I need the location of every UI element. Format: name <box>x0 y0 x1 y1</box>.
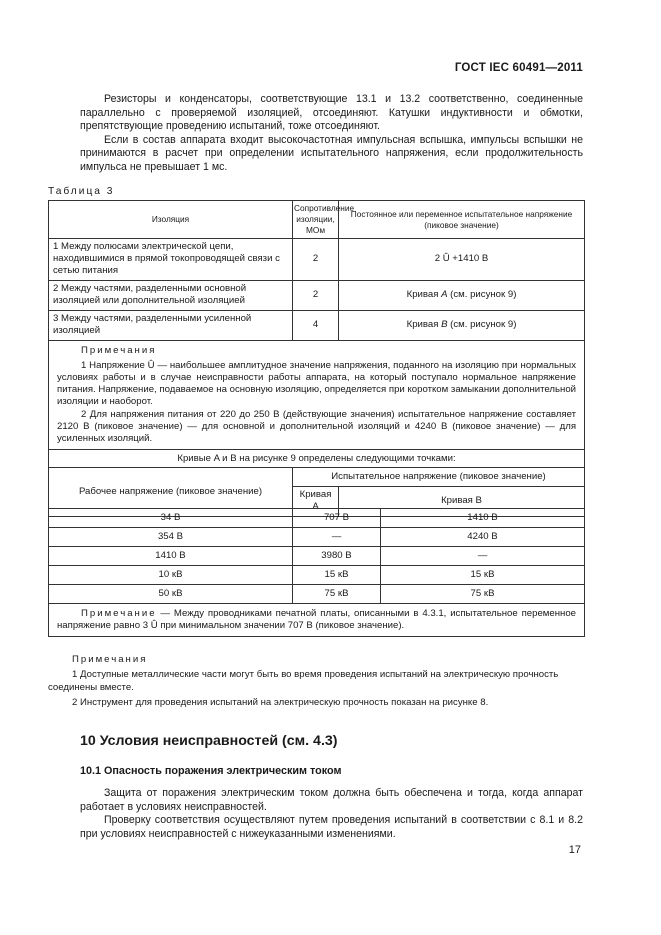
curve-row4-working: 10 кВ <box>49 566 293 585</box>
curve-row3-b: — <box>381 547 585 566</box>
curve-row1-a: 707 В <box>293 509 381 528</box>
intro-paragraph-2: Если в состав аппарата входит высокочастотная импульсная вспышка, импульсы вспышки не принимаются в расчет при определении испытательного напряжения, если продолжительность импульса не превышает 1 мс. <box>80 133 583 173</box>
page-number: 17 <box>568 844 581 856</box>
header-resistance: Сопротивление изоляции, МОм <box>293 201 339 239</box>
curve-row4-a: 15 кВ <box>293 566 381 585</box>
curve-row5-working: 50 кВ <box>49 585 293 604</box>
curves-header-working-voltage: Рабочее напряжение (пиковое значение) <box>49 468 293 516</box>
curve-row2-b: 4240 В <box>381 528 585 547</box>
note-2: 2 Инструмент для проведения испытаний на электрическую прочность показан на рисунке 8. <box>72 697 489 709</box>
curve-row3-working: 1410 В <box>49 547 293 566</box>
curve-row4-b: 15 кВ <box>381 566 585 585</box>
curve-row5-a: 75 кВ <box>293 585 381 604</box>
curve-row1-b: 1410 В <box>381 509 585 528</box>
curves-title: Кривые A и B на рисунке 9 определены следующими точками: <box>49 450 585 468</box>
section-10-1-paragraph-1: Защита от поражения электрическим током должна быть обеспечена и тогда, когда аппарат работает в условиях неисправностей. <box>80 787 583 813</box>
table-row <box>49 509 585 528</box>
intro-paragraph-1: Резисторы и конденсаторы, соответствующие 13.1 и 13.2 соответственно, соединенные параллельно с проверяемой изоляцией, отсоединяют. Катушки индуктивности и обмотки, препятствующие проведению испытаний, тоже отсоединяют. <box>80 93 583 133</box>
curves-header-curve-a: Кривая A <box>293 487 339 516</box>
table-row <box>49 566 585 585</box>
row2-insulation: 2 Между частями, разделенными основной изоляцией или дополнительной изоляцией <box>49 280 293 310</box>
section-10-1-paragraph-2: Проверку соответствия осуществляют путем проведения испытаний в соответствии с 8.1 и 8.2 при условиях неисправностей с нижеуказанными изменениями. <box>80 814 583 840</box>
table-footnote-text: — Между проводниками печатной платы, описанными в 4.3.1, испытательное переменное напряжение равно 3 Û при минимальном значении 707 В (пиковое значение). <box>57 608 576 632</box>
table-notes <box>49 340 585 450</box>
row1-resistance: 2 <box>293 239 339 281</box>
curves-points-table <box>48 508 585 637</box>
row2-voltage: Кривая A (см. рисунок 9) <box>339 280 585 310</box>
row3-insulation: 3 Между частями, разделенными усиленной изоляцией <box>49 310 293 340</box>
note-1: 1 Доступные металлические части могут быть во время проведения испытаний на электрическую прочность соединены вместе. <box>48 669 559 693</box>
table-notes-heading: Примечания <box>81 344 157 356</box>
row1-voltage: 2 Û +1410 В <box>339 239 585 281</box>
curve-row2-working: 354 В <box>49 528 293 547</box>
curve-row1-working: 34 В <box>49 509 293 528</box>
table-row <box>49 280 585 310</box>
section-10-heading: 10 Условия неисправностей (см. 4.3) <box>80 733 338 749</box>
curve-row2-a: — <box>293 528 381 547</box>
curve-row3-a: 3980 В <box>293 547 381 566</box>
notes-heading: Примечания <box>72 654 148 665</box>
table-row <box>49 310 585 340</box>
curves-header-test-voltage: Испытательное напряжение (пиковое значение) <box>293 468 585 487</box>
table-row <box>49 239 585 281</box>
row2-resistance: 2 <box>293 280 339 310</box>
table-footnote <box>49 604 585 637</box>
table-caption: Таблица 3 <box>48 186 115 197</box>
intro-text <box>80 93 583 175</box>
header-insulation: Изоляция <box>49 201 293 239</box>
row3-voltage: Кривая B (см. рисунок 9) <box>339 310 585 340</box>
table-note-2: 2 Для напряжения питания от 220 до 250 В (действующие значения) испытательное напряжение составляет 2120 В (пиковое значение) — для основной и дополнительной изоляций и 4240 В (пиковое значение) — для усиленных изоляций. <box>57 408 577 445</box>
section-10-1-text <box>80 787 583 841</box>
table-footnote-label: Примечание <box>81 608 157 619</box>
document-code-header: ГОСТ IEC 60491—2011 <box>454 62 583 74</box>
row3-resistance: 4 <box>293 310 339 340</box>
curve-row5-b: 75 кВ <box>381 585 585 604</box>
row1-insulation: 1 Между полюсами электрической цепи, находившимися в прямой токопроводящей связи с сетью питания <box>49 239 293 281</box>
header-test-voltage: Постоянное или переменное испытательное напряжение (пиковое значение) <box>339 201 585 239</box>
curves-header-curve-b: Кривая B <box>339 487 585 516</box>
table-note-1: 1 Напряжение Û — наибольшее амплитудное значение напряжения, поданного на изоляцию при нормальных условиях работы и в случае неисправности работы аппарата, на который поступало нормальное напряжение питания. Напряжение, подаваемое на основную изоляцию, определяется при коротком замыкании дополнительной изоляции и наоборот. <box>57 359 577 408</box>
section-10-1-heading: 10.1 Опасность поражения электрическим током <box>80 765 342 777</box>
table-3 <box>48 200 585 517</box>
table-row <box>49 528 585 547</box>
table-row <box>49 547 585 566</box>
table-row <box>49 585 585 604</box>
notes-after-table <box>48 654 584 713</box>
